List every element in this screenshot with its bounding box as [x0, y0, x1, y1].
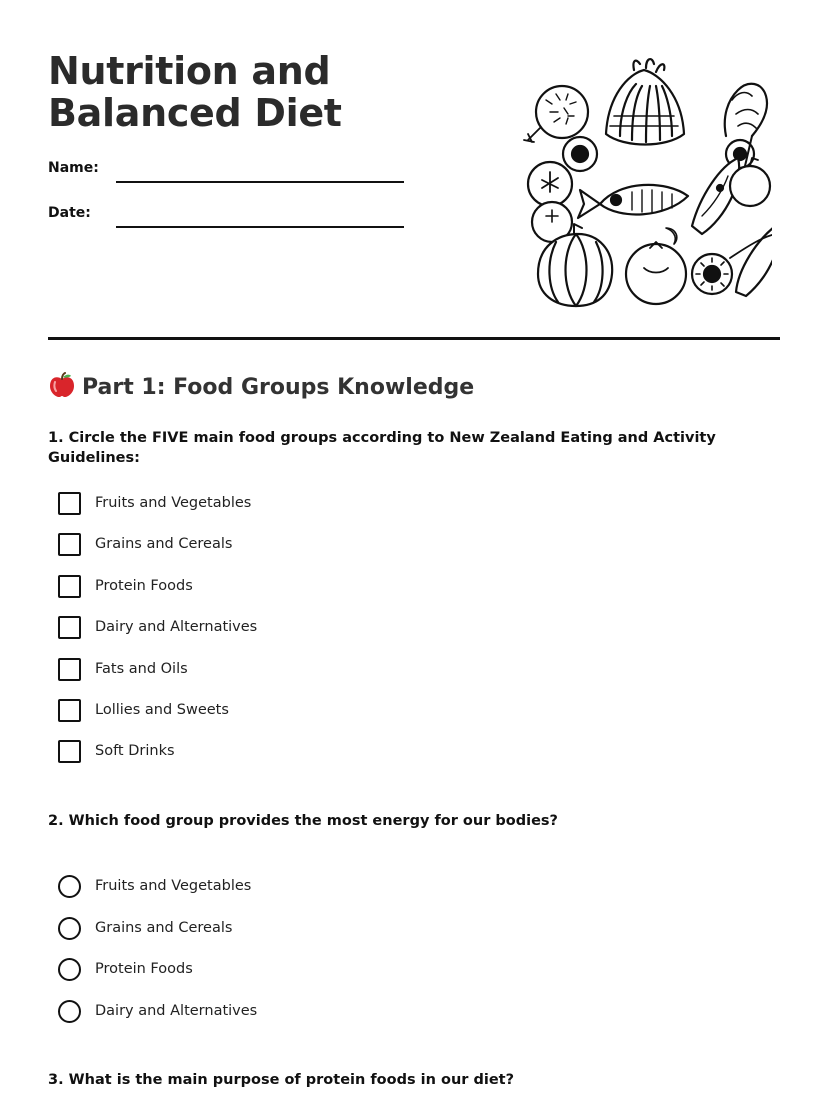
- q1-option[interactable]: [58, 740, 458, 764]
- q1-option[interactable]: [58, 533, 458, 557]
- worksheet-page: [48, 0, 780, 1118]
- q1-option[interactable]: [58, 575, 458, 599]
- q1-option[interactable]: [58, 616, 458, 640]
- question-1: 1. Circle the FIVE main food groups according to New Zealand Eating and Activity Guidelines:: [48, 430, 716, 466]
- q1-option[interactable]: [58, 492, 458, 516]
- q2-option[interactable]: [58, 958, 458, 982]
- name-line[interactable]: [116, 181, 404, 183]
- q1-checkbox[interactable]: [58, 740, 81, 763]
- q1-option-label: Grains and Cereals: [95, 536, 233, 552]
- q1-option-label: Lollies and Sweets: [95, 702, 229, 718]
- q1-option[interactable]: [58, 658, 458, 682]
- q1-checkbox[interactable]: [58, 699, 81, 722]
- q2-option-label: Protein Foods: [95, 961, 193, 977]
- q1-option-label: Soft Drinks: [95, 743, 175, 759]
- q2-option-label: Dairy and Alternatives: [95, 1003, 258, 1019]
- page-title: Nutrition and Balanced Diet: [48, 49, 342, 135]
- header-divider: [48, 337, 780, 340]
- name-label: Name:: [48, 160, 99, 176]
- q1-checkbox[interactable]: [58, 492, 81, 515]
- name-field[interactable]: [48, 160, 408, 190]
- food-illustration-icon: [516, 56, 772, 308]
- q2-radio[interactable]: [58, 875, 81, 898]
- date-field[interactable]: [48, 205, 408, 235]
- q1-checkbox[interactable]: [58, 575, 81, 598]
- q2-radio[interactable]: [58, 917, 81, 940]
- part1-heading: [48, 372, 474, 404]
- q1-checkbox[interactable]: [58, 658, 81, 681]
- q1-checkbox[interactable]: [58, 616, 81, 639]
- date-label: Date:: [48, 205, 91, 221]
- q1-option-label: Fruits and Vegetables: [95, 495, 252, 511]
- q1-option-label: Fats and Oils: [95, 661, 188, 677]
- q1-option-label: Protein Foods: [95, 578, 193, 594]
- q2-option[interactable]: [58, 1000, 458, 1024]
- apple-icon: [48, 372, 76, 398]
- q2-radio[interactable]: [58, 958, 81, 981]
- date-line[interactable]: [116, 226, 404, 228]
- q2-option-label: Grains and Cereals: [95, 920, 233, 936]
- q1-option[interactable]: [58, 699, 458, 723]
- q2-option[interactable]: [58, 917, 458, 941]
- q2-option-label: Fruits and Vegetables: [95, 878, 252, 894]
- q2-option[interactable]: [58, 875, 458, 899]
- q1-option-label: Dairy and Alternatives: [95, 619, 258, 635]
- question-3: 3. What is the main purpose of protein foods in our diet?: [48, 1072, 515, 1088]
- q2-radio[interactable]: [58, 1000, 81, 1023]
- part1-heading-text: Part 1: Food Groups Knowledge: [82, 375, 475, 400]
- q1-checkbox[interactable]: [58, 533, 81, 556]
- question-2: 2. Which food group provides the most energy for our bodies?: [48, 813, 558, 829]
